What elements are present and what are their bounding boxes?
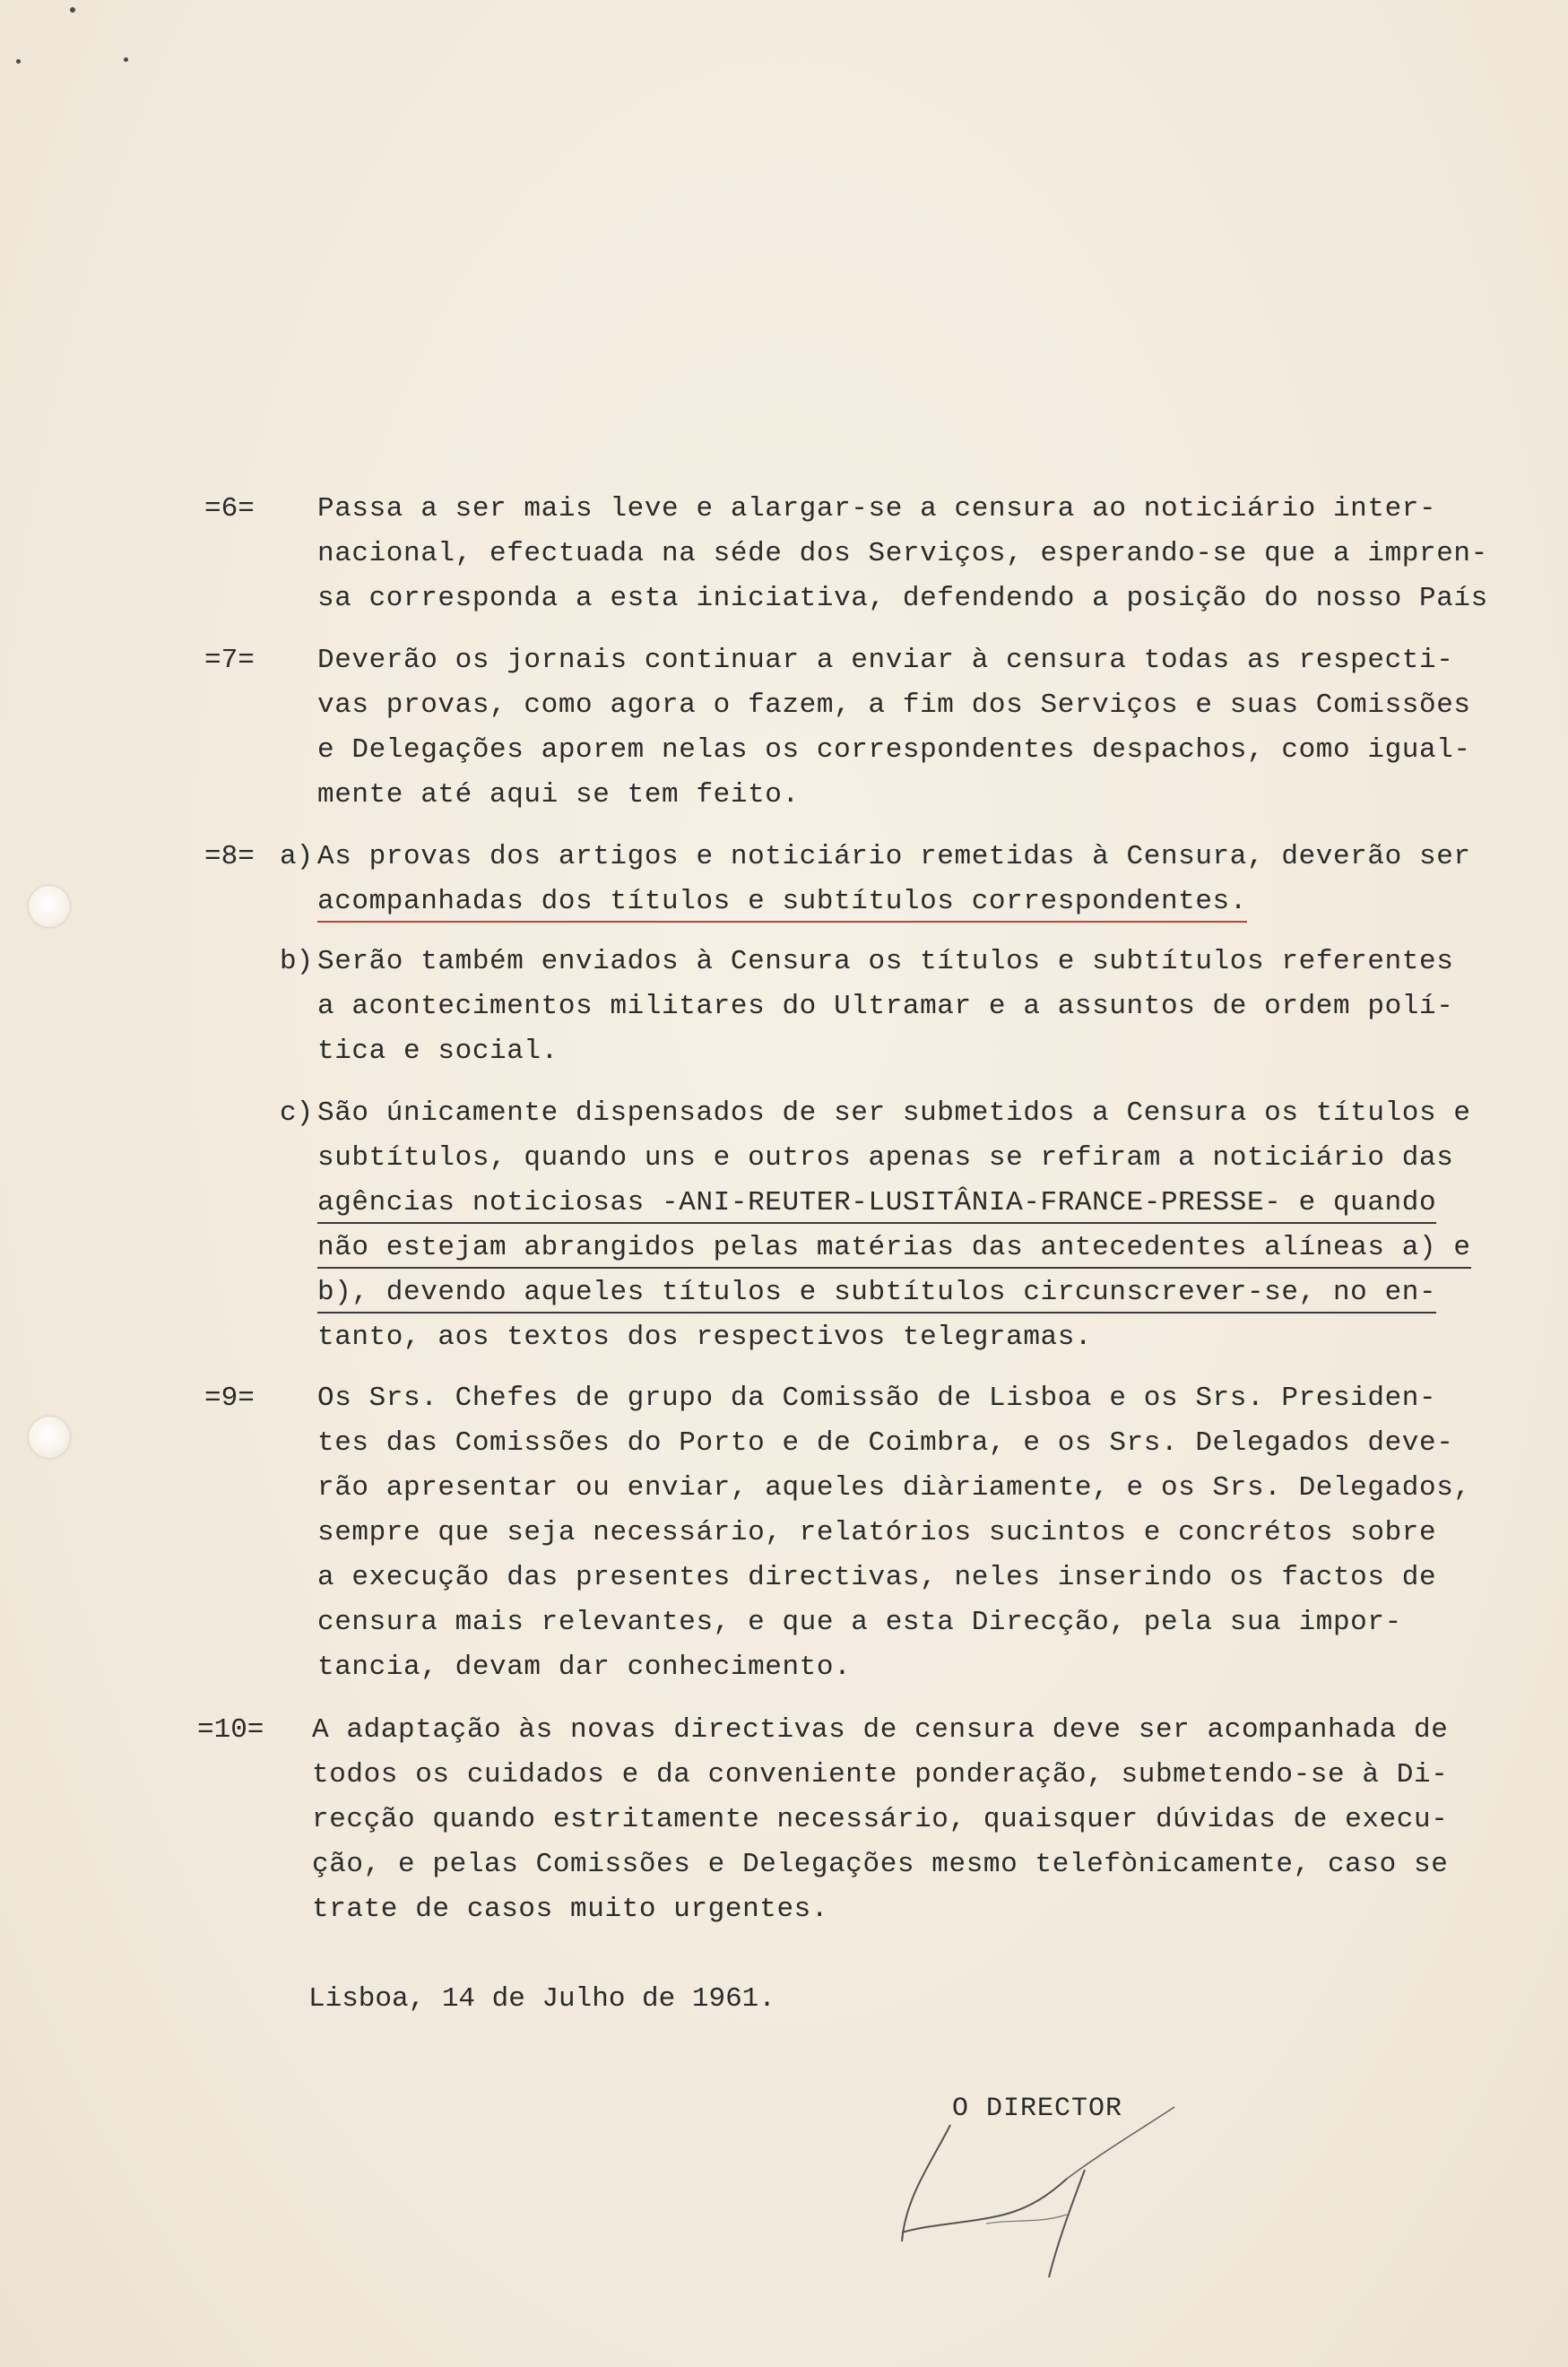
text-line: recção quando estritamente necessário, quaisquer dúvidas de execu- <box>312 1804 1449 1835</box>
text-line: As provas dos artigos e noticiário remetidas à Censura, deverão ser <box>317 841 1471 872</box>
text-line: Passa a ser mais leve e alargar-se a censura ao noticiário inter- <box>317 493 1437 525</box>
text-line: censura mais relevantes, e que a esta Direcção, pela sua impor- <box>317 1607 1402 1638</box>
text-line: nacional, efectuada na séde dos Serviços, esperando-se que a impren- <box>317 538 1488 569</box>
paragraph-number: =10= <box>197 1714 264 1746</box>
text-line: agências noticiosas -ANI-REUTER-LUSITÂNIA-FRANCE-PRESSE- e quando <box>317 1185 1436 1224</box>
signature-title: O DIRECTOR <box>952 2094 1123 2124</box>
text-line: São únicamente dispensados de ser submetidos a Censura os títulos e <box>317 1097 1471 1129</box>
text-line: sa corresponda a esta iniciativa, defendendo a posição do nosso País <box>317 583 1488 614</box>
text-line: todos os cuidados e da conveniente ponderação, submetendo-se à Di- <box>312 1759 1449 1790</box>
text-line: tes das Comissões do Porto e de Coimbra, e os Srs. Delegados deve- <box>317 1427 1454 1459</box>
text-line: acompanhadas dos títulos e subtítulos correspondentes. <box>317 884 1247 923</box>
ink-speck <box>16 59 21 64</box>
text-line: trate de casos muito urgentes. <box>312 1894 829 1925</box>
text-line: Deverão os jornais continuar a enviar à censura todas as respecti- <box>317 645 1454 676</box>
subitem-label: a) <box>280 841 314 872</box>
text-line: não estejam abrangidos pelas matérias das antecedentes alíneas a) e <box>317 1230 1471 1269</box>
text-line: tancia, devam dar conhecimento. <box>317 1652 852 1683</box>
punch-hole <box>29 886 70 927</box>
ink-speck <box>70 7 75 13</box>
text-line: A adaptação às novas directivas de censura deve ser acompanhada de <box>312 1714 1449 1746</box>
text-line: e Delegações aporem nelas os correspondentes despachos, como igual- <box>317 734 1471 766</box>
text-line: vas provas, como agora o fazem, a fim dos Serviços e suas Comissões <box>317 689 1471 721</box>
text-line: Serão também enviados à Censura os títulos e subtítulos referentes <box>317 946 1454 977</box>
text-line: sempre que seja necessário, relatórios sucintos e concrétos sobre <box>317 1517 1437 1548</box>
paragraph-number: =7= <box>204 645 255 676</box>
text-line: tanto, aos textos dos respectivos telegramas. <box>317 1322 1093 1353</box>
text-line: Os Srs. Chefes de grupo da Comissão de Lisboa e os Srs. Presiden- <box>317 1383 1437 1414</box>
text-line: b), devendo aqueles títulos e subtítulos circunscrever-se, no en- <box>317 1275 1436 1314</box>
subitem-label: b) <box>280 946 314 977</box>
paragraph-number: =6= <box>204 493 255 525</box>
text-line: a acontecimentos militares do Ultramar e a assuntos de ordem polí- <box>317 991 1454 1022</box>
text-line: subtítulos, quando uns e outros apenas se refiram a noticiário das <box>317 1142 1454 1174</box>
handwritten-signature <box>879 2089 1201 2286</box>
text-line: tica e social. <box>317 1036 559 1067</box>
ink-speck <box>124 57 128 62</box>
text-line: a execução das presentes directivas, neles inserindo os factos de <box>317 1562 1437 1593</box>
text-line: rão apresentar ou enviar, aqueles diàriamente, e os Srs. Delegados, <box>317 1472 1471 1504</box>
text-line: mente até aqui se tem feito. <box>317 779 800 811</box>
date-line: Lisboa, 14 de Julho de 1961. <box>308 1983 775 2015</box>
subitem-label: c) <box>280 1097 314 1129</box>
text-line: ção, e pelas Comissões e Delegações mesmo telefònicamente, caso se <box>312 1849 1449 1880</box>
paragraph-number: =9= <box>204 1383 255 1414</box>
paragraph-number: =8= <box>204 841 255 872</box>
punch-hole <box>29 1417 70 1458</box>
